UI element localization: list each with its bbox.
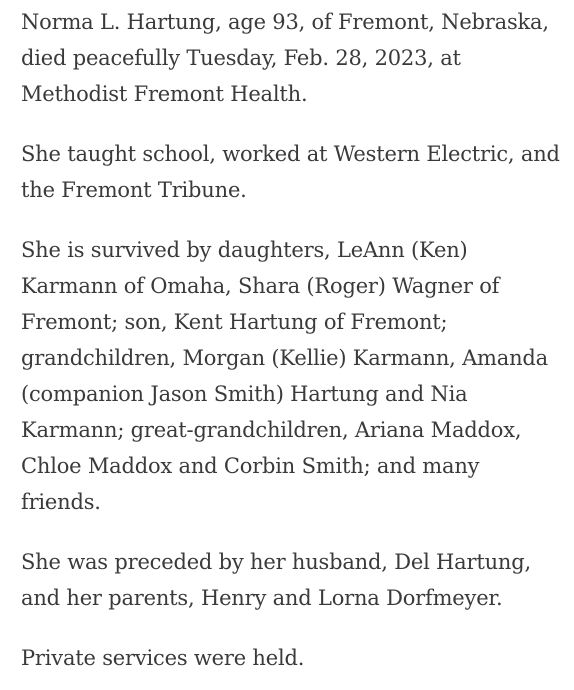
obituary-paragraph-survivors: She is survived by daughters, LeAnn (Ken) Karmann of Omaha, Shara (Roger) Wagner of Fremont; son, Kent Hartung of Fremont; grandchildren, Morgan (Kellie) Karmann, Amanda (companion Jason Smith) Hartung and Nia Karmann; great-grandchildren, Ariana Maddox, Chloe Maddox and Corbin Smith; and many friends. bbox=[21, 238, 548, 514]
obituary-paragraph-death-notice: Norma L. Hartung, age 93, of Fremont, Nebraska, died peacefully Tuesday, Feb. 28, 2023, at Methodist Fremont Health. bbox=[21, 10, 549, 106]
obituary-paragraph-career: She taught school, worked at Western Electric, and the Fremont Tribune. bbox=[21, 142, 560, 202]
obituary-paragraph-services: Private services were held. bbox=[21, 646, 305, 670]
obituary-paragraph-preceded: She was preceded by her husband, Del Hartung, and her parents, Henry and Lorna Dorfmeyer. bbox=[21, 550, 531, 610]
